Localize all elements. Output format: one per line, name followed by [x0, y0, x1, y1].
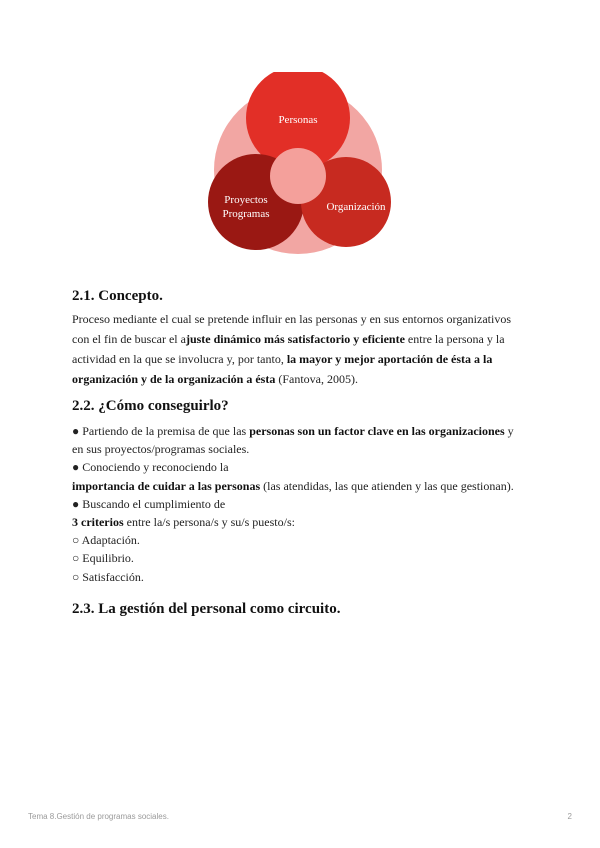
list-item: 3 criterios entre la/s persona/s y su/s puesto/s:: [72, 515, 295, 530]
concepto-line-1: Proceso mediante el cual se pretende influir en las personas y en sus entornos organizativos: [72, 312, 511, 326]
page-number: 2: [567, 812, 572, 821]
como-conseguirlo-list: [72, 422, 542, 586]
concepto-line-2: con el fin de buscar el ajuste dinámico más satisfactorio y eficiente entre la persona y la: [72, 332, 505, 346]
sub-list-item: ○ Equilibrio.: [72, 551, 134, 566]
section-title-gestion-personal: 2.3. La gestión del personal como circuito.: [72, 601, 341, 617]
programas-label: Programas: [222, 208, 270, 220]
concepto-line-3: actividad en la que se involucra y, por tanto, la mayor y mejor aportación de ésta a la: [72, 352, 493, 366]
list-item: en sus proyectos/programas sociales.: [72, 442, 250, 457]
section-title-como-conseguirlo: 2.2. ¿Cómo conseguirlo?: [72, 398, 229, 414]
concepto-paragraph: [72, 309, 532, 389]
list-item: ● Partiendo de la premisa de que las personas son un factor clave en las organizaciones y: [72, 424, 514, 438]
venn-diagram: [200, 72, 400, 264]
sub-list-item: ○ Adaptación.: [72, 533, 140, 548]
sub-list-item: ○ Satisfacción.: [72, 569, 144, 584]
section-title-concepto: 2.1. Concepto.: [72, 288, 163, 304]
list-item: ● Buscando el cumplimiento de: [72, 496, 226, 511]
list-item: importancia de cuidar a las personas (las atendidas, las que atienden y las que gestionan).: [72, 478, 514, 493]
footer-title: Tema 8.Gestión de programas sociales.: [28, 812, 169, 821]
list-item: ● Conociendo y reconociendo la: [72, 460, 229, 475]
organizacion-label: Organización: [326, 201, 386, 213]
proyectos-label: Proyectos: [224, 194, 268, 206]
personas-label: Personas: [278, 114, 318, 126]
concepto-line-4: organización y de la organización a ésta (Fantova, 2005).: [72, 372, 358, 386]
center-circle: [270, 148, 326, 204]
